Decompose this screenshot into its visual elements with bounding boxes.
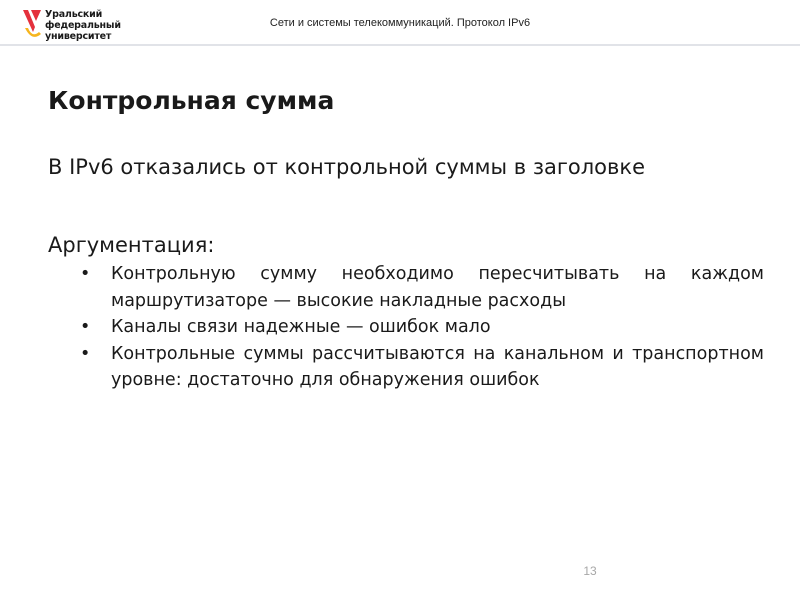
- slide-title: Контрольная сумма: [48, 86, 335, 115]
- page-number: 13: [583, 564, 597, 578]
- logo-line-3: университет: [45, 31, 112, 42]
- list-item: [48, 261, 764, 314]
- header-divider: [0, 44, 800, 46]
- header-title: Сети и системы телекоммуникаций. Протокол IPv6: [269, 17, 531, 29]
- arguments-label: Аргументация:: [48, 233, 215, 257]
- bullet-icon: •: [80, 264, 91, 284]
- intro-text: В IPv6 отказались от контрольной суммы в заголовке: [48, 155, 646, 179]
- logo-line-2: федеральный: [45, 20, 121, 31]
- list-item-text: Контрольную сумму необходимо пересчитывать на каждом маршрутизаторе — высокие накладные расходы: [111, 264, 764, 311]
- list-item-text: Каналы связи надежные — ошибок мало: [111, 317, 491, 337]
- bullet-icon: •: [80, 343, 91, 364]
- bullet-icon: •: [80, 317, 91, 337]
- list-item: [48, 341, 764, 394]
- list-item: [48, 314, 764, 341]
- logo-line-1: Уральский: [45, 9, 103, 20]
- arguments-list: [48, 261, 764, 394]
- list-item-text: Контрольные суммы рассчитываются на канальном и транспортном уровне: достаточно для обнаружения ошибок: [111, 343, 764, 390]
